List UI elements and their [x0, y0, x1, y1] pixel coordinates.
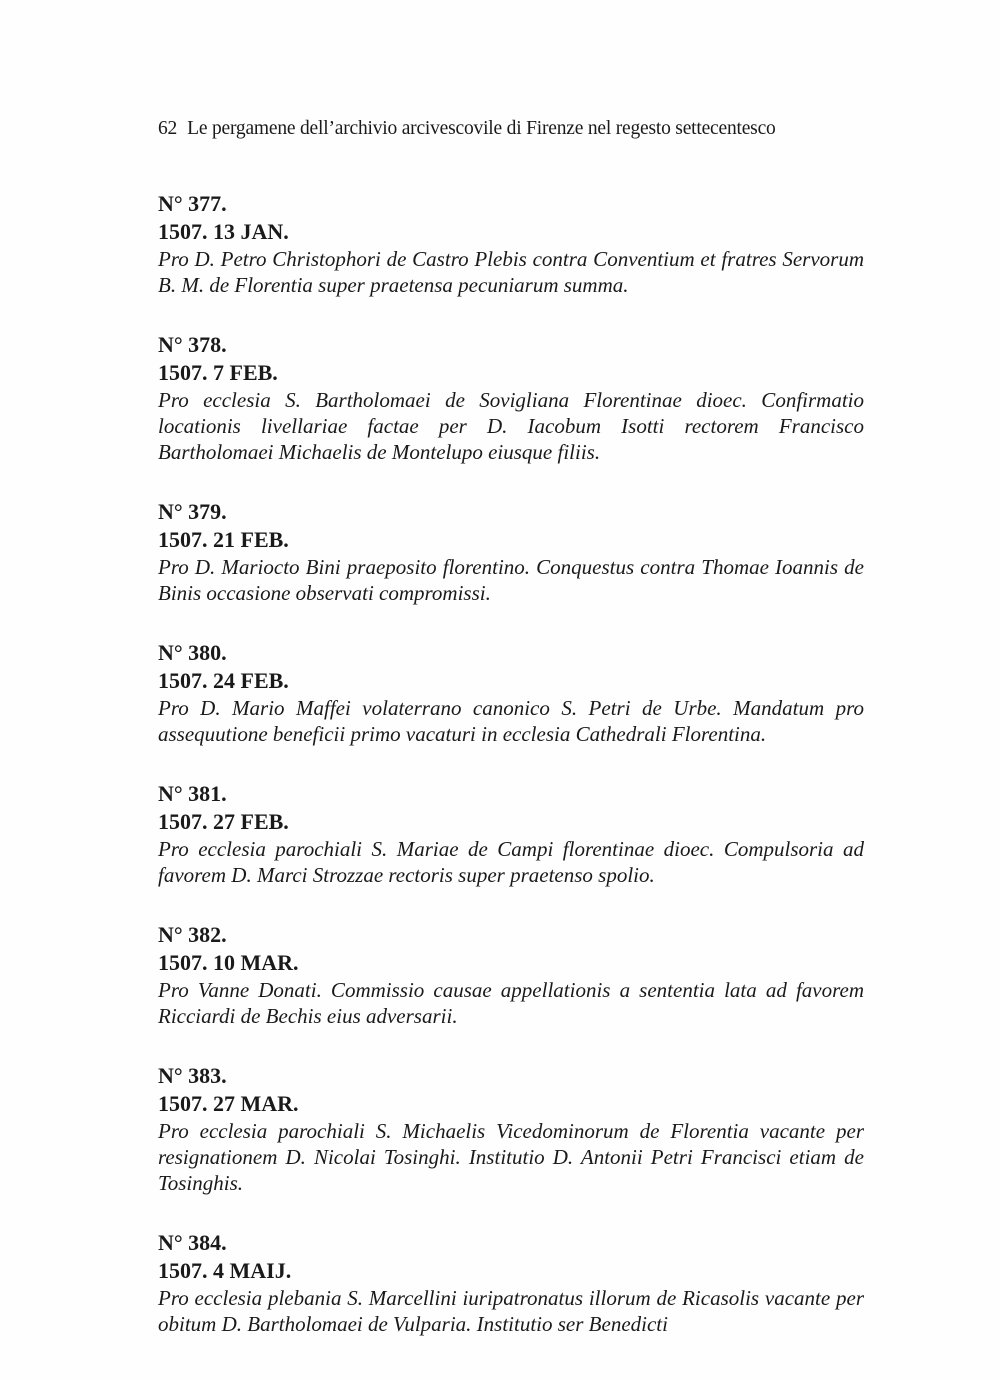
entry-date: 1507. 7 FEB. — [158, 360, 278, 385]
entry-date: 1507. 24 FEB. — [158, 668, 289, 693]
entry-date: 1507. 27 MAR. — [158, 1091, 299, 1116]
entry-date: 1507. 27 FEB. — [158, 809, 289, 834]
entry-summary: Pro Vanne Donati. Commissio causae appellationis a sententia lata ad favorem Ricciardi de Bechis eius adversarii. — [158, 978, 864, 1028]
page-number: 62 — [158, 118, 178, 139]
entry-380 — [158, 639, 864, 747]
entry-summary: Pro D. Mario Maffei volaterrano canonico S. Petri de Urbe. Mandatum pro assequutione beneficii primo vacaturi in ecclesia Cathedrali Florentina. — [158, 696, 864, 746]
entry-summary: Pro ecclesia S. Bartholomaei de Sovigliana Florentinae dioec. Confirmatio locationis livellariae factae per D. Iacobum Isotti rectorem Francisco Bartholomaei Michaelis de Montelupo eiusque filiis. — [158, 388, 864, 464]
entry-summary: Pro ecclesia plebania S. Marcellini iuripatronatus illorum de Ricasolis vacante per obitum D. Bartholomaei de Vulparia. Institutio ser Benedicti — [158, 1286, 864, 1336]
running-head — [158, 118, 776, 140]
entry-383 — [158, 1062, 864, 1196]
entry-number: N° 378. — [158, 332, 227, 357]
entry-date: 1507. 4 MAIJ. — [158, 1258, 292, 1283]
entry-number: N° 384. — [158, 1230, 227, 1255]
entry-number: N° 381. — [158, 781, 227, 806]
entry-date: 1507. 21 FEB. — [158, 527, 289, 552]
entry-summary: Pro ecclesia parochiali S. Michaelis Vicedominorum de Florentia vacante per resignationem D. Nicolai Tosinghi. Institutio D. Antonii Petri Francisci etiam de Tosinghis. — [158, 1119, 864, 1195]
entry-number: N° 380. — [158, 640, 227, 665]
entry-number: N° 379. — [158, 499, 227, 524]
entry-384 — [158, 1229, 864, 1337]
entry-number: N° 377. — [158, 191, 227, 216]
entry-list — [158, 190, 864, 1370]
entry-378 — [158, 331, 864, 465]
running-title: Le pergamene dell’archivio arcivescovile di Firenze nel regesto settecentesco — [187, 118, 776, 139]
entry-date: 1507. 13 JAN. — [158, 219, 289, 244]
entry-381 — [158, 780, 864, 888]
entry-382 — [158, 921, 864, 1029]
entry-number: N° 382. — [158, 922, 227, 947]
entry-date: 1507. 10 MAR. — [158, 950, 299, 975]
entry-379 — [158, 498, 864, 606]
entry-summary: Pro ecclesia parochiali S. Mariae de Campi florentinae dioec. Compulsoria ad favorem D. Marci Strozzae rectoris super praetenso spolio. — [158, 837, 864, 887]
entry-377 — [158, 190, 864, 298]
entry-summary: Pro D. Mariocto Bini praeposito florentino. Conquestus contra Thomae Ioannis de Binis occasione observati compromissi. — [158, 555, 864, 605]
entry-summary: Pro D. Petro Christophori de Castro Plebis contra Conventium et fratres Servorum B. M. de Florentia super praetensa pecuniarum summa. — [158, 247, 864, 297]
entry-number: N° 383. — [158, 1063, 227, 1088]
